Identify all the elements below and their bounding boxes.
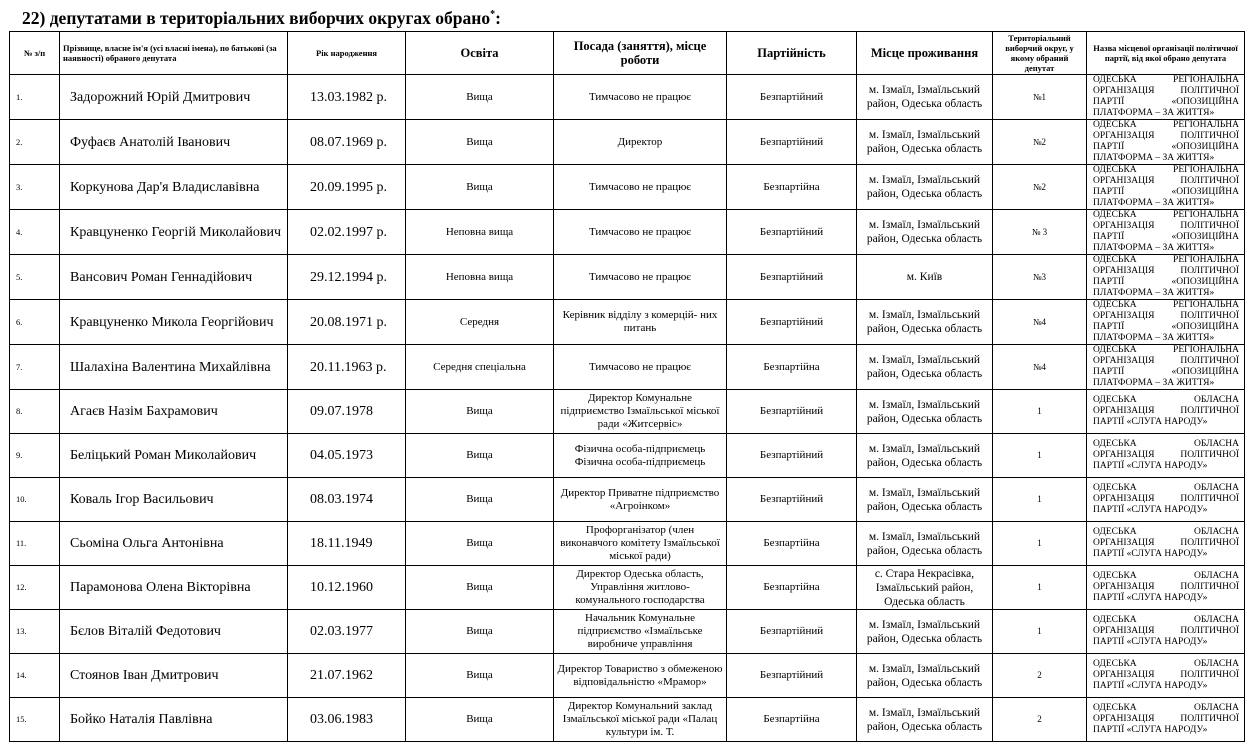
cell-position: Директор Приватне підприємство «Агроінком» [554,478,727,522]
cell-residence: м. Ізмаїл, Ізмаїльський район, Одеська область [857,75,993,120]
cell-residence: м. Ізмаїл, Ізмаїльський район, Одеська область [857,698,993,742]
cell-party-membership: Безпартійний [727,120,857,165]
col-header-district: Територіальний виборчий округ, у якому обраний депутат [993,32,1087,75]
table-row [10,255,1245,300]
cell-name: Сьоміна Ольга Антонівна [60,522,288,566]
cell-education: Вища [406,434,554,478]
table-row [10,390,1245,434]
cell-residence: м. Ізмаїл, Ізмаїльський район, Одеська область [857,120,993,165]
cell-district: №4 [993,300,1087,345]
cell-birth: 03.06.1983 [288,698,406,742]
cell-num: 10. [10,478,60,522]
cell-residence: м. Ізмаїл, Ізмаїльський район, Одеська область [857,210,993,255]
cell-birth: 29.12.1994 р. [288,255,406,300]
cell-num: 4. [10,210,60,255]
cell-name: Беліцький Роман Миколайович [60,434,288,478]
cell-name: Бойко Наталія Павлівна [60,698,288,742]
cell-party-org: ОДЕСЬКА ОБЛАСНА ОРГАНІЗАЦІЯ ПОЛІТИЧНОЇ ПАРТІЇ «СЛУГА НАРОДУ» [1087,434,1245,478]
cell-district: 1 [993,390,1087,434]
cell-party-membership: Безпартійна [727,345,857,390]
table-row [10,75,1245,120]
cell-birth: 20.11.1963 р. [288,345,406,390]
cell-party-org: ОДЕСЬКА РЕГІОНАЛЬНА ОРГАНІЗАЦІЯ ПОЛІТИЧНОЇ ПАРТІЇ «ОПОЗИЦІЙНА ПЛАТФОРМА – ЗА ЖИТТЯ» [1087,345,1245,390]
cell-education: Вища [406,120,554,165]
table-row [10,210,1245,255]
cell-name: Задорожний Юрій Дмитрович [60,75,288,120]
cell-num: 9. [10,434,60,478]
table-row [10,698,1245,742]
table-row [10,478,1245,522]
cell-party-membership: Безпартійний [727,654,857,698]
cell-residence: м. Ізмаїл, Ізмаїльський район, Одеська область [857,610,993,654]
cell-name: Кравцуненко Микола Георгійович [60,300,288,345]
table-row [10,300,1245,345]
cell-education: Вища [406,165,554,210]
cell-residence: м. Київ [857,255,993,300]
cell-party-org: ОДЕСЬКА ОБЛАСНА ОРГАНІЗАЦІЯ ПОЛІТИЧНОЇ ПАРТІЇ «СЛУГА НАРОДУ» [1087,654,1245,698]
cell-position: Тимчасово не працює [554,75,727,120]
cell-name: Коваль Ігор Васильович [60,478,288,522]
cell-num: 15. [10,698,60,742]
cell-education: Вища [406,478,554,522]
cell-education: Вища [406,522,554,566]
cell-party-membership: Безпартійний [727,434,857,478]
cell-num: 1. [10,75,60,120]
cell-position: Профорганізатор (член виконавчого комітету Ізмаїльської міської ради) [554,522,727,566]
cell-residence: м. Ізмаїл, Ізмаїльський район, Одеська область [857,522,993,566]
col-header-position: Посада (заняття), місце роботи [554,32,727,75]
cell-education: Вища [406,610,554,654]
cell-residence: м. Ізмаїл, Ізмаїльський район, Одеська область [857,434,993,478]
cell-residence: м. Ізмаїл, Ізмаїльський район, Одеська область [857,300,993,345]
cell-position: Начальник Комунальне підприємство «Ізмаїльське виробниче управління [554,610,727,654]
cell-birth: 21.07.1962 [288,654,406,698]
cell-party-membership: Безпартійний [727,478,857,522]
cell-name: Стоянов Іван Дмитрович [60,654,288,698]
cell-position: Директор Товариство з обмеженою відповідальністю «Мрамор» [554,654,727,698]
cell-party-org: ОДЕСЬКА РЕГІОНАЛЬНА ОРГАНІЗАЦІЯ ПОЛІТИЧНОЇ ПАРТІЇ «ОПОЗИЦІЙНА ПЛАТФОРМА – ЗА ЖИТТЯ» [1087,255,1245,300]
cell-birth: 09.07.1978 [288,390,406,434]
table-row [10,654,1245,698]
cell-party-org: ОДЕСЬКА ОБЛАСНА ОРГАНІЗАЦІЯ ПОЛІТИЧНОЇ ПАРТІЇ «СЛУГА НАРОДУ» [1087,610,1245,654]
cell-party-org: ОДЕСЬКА ОБЛАСНА ОРГАНІЗАЦІЯ ПОЛІТИЧНОЇ ПАРТІЇ «СЛУГА НАРОДУ» [1087,478,1245,522]
cell-party-org: ОДЕСЬКА РЕГІОНАЛЬНА ОРГАНІЗАЦІЯ ПОЛІТИЧНОЇ ПАРТІЇ «ОПОЗИЦІЙНА ПЛАТФОРМА – ЗА ЖИТТЯ» [1087,75,1245,120]
table-row [10,610,1245,654]
cell-district: 1 [993,434,1087,478]
cell-num: 6. [10,300,60,345]
cell-district: № 3 [993,210,1087,255]
table-row [10,522,1245,566]
cell-education: Неповна вища [406,255,554,300]
cell-name: Кравцуненко Георгій Миколайович [60,210,288,255]
cell-district: №3 [993,255,1087,300]
cell-name: Бєлов Віталій Федотович [60,610,288,654]
cell-education: Середня спеціальна [406,345,554,390]
cell-residence: м. Ізмаїл, Ізмаїльський район, Одеська область [857,390,993,434]
cell-party-org: ОДЕСЬКА ОБЛАСНА ОРГАНІЗАЦІЯ ПОЛІТИЧНОЇ ПАРТІЇ «СЛУГА НАРОДУ» [1087,390,1245,434]
cell-party-membership: Безпартійна [727,566,857,610]
cell-name: Агаєв Назім Бахрамович [60,390,288,434]
cell-name: Парамонова Олена Вікторівна [60,566,288,610]
cell-residence: м. Ізмаїл, Ізмаїльський район, Одеська область [857,345,993,390]
cell-num: 12. [10,566,60,610]
cell-party-membership: Безпартійний [727,390,857,434]
cell-num: 14. [10,654,60,698]
cell-num: 8. [10,390,60,434]
cell-birth: 04.05.1973 [288,434,406,478]
cell-party-membership: Безпартійний [727,75,857,120]
cell-residence: м. Ізмаїл, Ізмаїльський район, Одеська область [857,478,993,522]
section-heading: 22) депутатами в територіальних виборчих округах обрано*: [22,7,501,28]
col-header-education: Освіта [406,32,554,75]
cell-residence: м. Ізмаїл, Ізмаїльський район, Одеська область [857,165,993,210]
col-header-residence: Місце проживання [857,32,993,75]
cell-position: Керівник відділу з комерцій- них питань [554,300,727,345]
col-header-name: Прізвище, власне ім'я (усі власні імена), по батькові (за наявності) обраного депутата [60,32,288,75]
cell-party-membership: Безпартійна [727,165,857,210]
deputies-table [9,31,1245,742]
cell-position: Тимчасово не працює [554,165,727,210]
cell-party-membership: Безпартійна [727,698,857,742]
cell-birth: 20.08.1971 р. [288,300,406,345]
cell-num: 5. [10,255,60,300]
cell-num: 3. [10,165,60,210]
cell-party-membership: Безпартійний [727,300,857,345]
cell-position: Директор [554,120,727,165]
cell-position: Директор Комунальне підприємство Ізмаїльської міської ради «Житсервіс» [554,390,727,434]
col-header-num: № з/п [10,32,60,75]
cell-education: Середня [406,300,554,345]
heading-text: 22) депутатами в територіальних виборчих округах обрано [22,7,491,28]
cell-education: Вища [406,698,554,742]
cell-residence: с. Стара Некрасівка, Ізмаїльський район, Одеська область [857,566,993,610]
cell-residence: м. Ізмаїл, Ізмаїльський район, Одеська область [857,654,993,698]
cell-name: Фуфаєв Анатолій Іванович [60,120,288,165]
table-row [10,120,1245,165]
cell-district: №2 [993,165,1087,210]
cell-position: Директор Комунальний заклад Ізмаїльської міської ради «Палац культури ім. Т. [554,698,727,742]
table-row [10,165,1245,210]
cell-party-membership: Безпартійний [727,610,857,654]
cell-district: 1 [993,522,1087,566]
cell-district: 1 [993,478,1087,522]
cell-position: Тимчасово не працює [554,255,727,300]
cell-party-membership: Безпартійний [727,210,857,255]
cell-education: Вища [406,75,554,120]
cell-num: 11. [10,522,60,566]
cell-position: Фізична особа-підприємець Фізична особа-підприємець [554,434,727,478]
table-row [10,434,1245,478]
cell-birth: 08.03.1974 [288,478,406,522]
cell-name: Вансович Роман Геннадійович [60,255,288,300]
cell-district: №1 [993,75,1087,120]
cell-party-org: ОДЕСЬКА РЕГІОНАЛЬНА ОРГАНІЗАЦІЯ ПОЛІТИЧНОЇ ПАРТІЇ «ОПОЗИЦІЙНА ПЛАТФОРМА – ЗА ЖИТТЯ» [1087,300,1245,345]
cell-party-org: ОДЕСЬКА ОБЛАСНА ОРГАНІЗАЦІЯ ПОЛІТИЧНОЇ ПАРТІЇ «СЛУГА НАРОДУ» [1087,566,1245,610]
cell-district: 1 [993,566,1087,610]
col-header-birth: Рік народження [288,32,406,75]
cell-district: 1 [993,610,1087,654]
cell-birth: 20.09.1995 р. [288,165,406,210]
table-header-row [10,32,1245,75]
cell-party-org: ОДЕСЬКА ОБЛАСНА ОРГАНІЗАЦІЯ ПОЛІТИЧНОЇ ПАРТІЇ «СЛУГА НАРОДУ» [1087,522,1245,566]
cell-party-membership: Безпартійний [727,255,857,300]
heading-footnote-marker: * [490,9,496,20]
cell-birth: 18.11.1949 [288,522,406,566]
cell-education: Неповна вища [406,210,554,255]
cell-birth: 02.02.1997 р. [288,210,406,255]
cell-position: Директор Одеська область, Управління житлово- комунального господарства [554,566,727,610]
cell-birth: 08.07.1969 р. [288,120,406,165]
table-row [10,566,1245,610]
cell-position: Тимчасово не працює [554,345,727,390]
table-row [10,345,1245,390]
cell-district: №2 [993,120,1087,165]
cell-party-membership: Безпартійна [727,522,857,566]
cell-district: 2 [993,698,1087,742]
cell-party-org: ОДЕСЬКА ОБЛАСНА ОРГАНІЗАЦІЯ ПОЛІТИЧНОЇ ПАРТІЇ «СЛУГА НАРОДУ» [1087,698,1245,742]
cell-education: Вища [406,654,554,698]
cell-num: 2. [10,120,60,165]
cell-name: Коркунова Дар'я Владиславівна [60,165,288,210]
cell-num: 13. [10,610,60,654]
cell-party-org: ОДЕСЬКА РЕГІОНАЛЬНА ОРГАНІЗАЦІЯ ПОЛІТИЧНОЇ ПАРТІЇ «ОПОЗИЦІЙНА ПЛАТФОРМА – ЗА ЖИТТЯ» [1087,210,1245,255]
cell-num: 7. [10,345,60,390]
cell-education: Вища [406,566,554,610]
col-header-party-membership: Партійність [727,32,857,75]
cell-birth: 10.12.1960 [288,566,406,610]
cell-district: №4 [993,345,1087,390]
cell-education: Вища [406,390,554,434]
cell-birth: 13.03.1982 р. [288,75,406,120]
cell-party-org: ОДЕСЬКА РЕГІОНАЛЬНА ОРГАНІЗАЦІЯ ПОЛІТИЧНОЇ ПАРТІЇ «ОПОЗИЦІЙНА ПЛАТФОРМА – ЗА ЖИТТЯ» [1087,120,1245,165]
cell-position: Тимчасово не працює [554,210,727,255]
cell-party-org: ОДЕСЬКА РЕГІОНАЛЬНА ОРГАНІЗАЦІЯ ПОЛІТИЧНОЇ ПАРТІЇ «ОПОЗИЦІЙНА ПЛАТФОРМА – ЗА ЖИТТЯ» [1087,165,1245,210]
cell-district: 2 [993,654,1087,698]
cell-birth: 02.03.1977 [288,610,406,654]
col-header-party-org: Назва місцевої організації політичної партії, від якої обрано депутата [1087,32,1245,75]
cell-name: Шалахіна Валентина Михайлівна [60,345,288,390]
